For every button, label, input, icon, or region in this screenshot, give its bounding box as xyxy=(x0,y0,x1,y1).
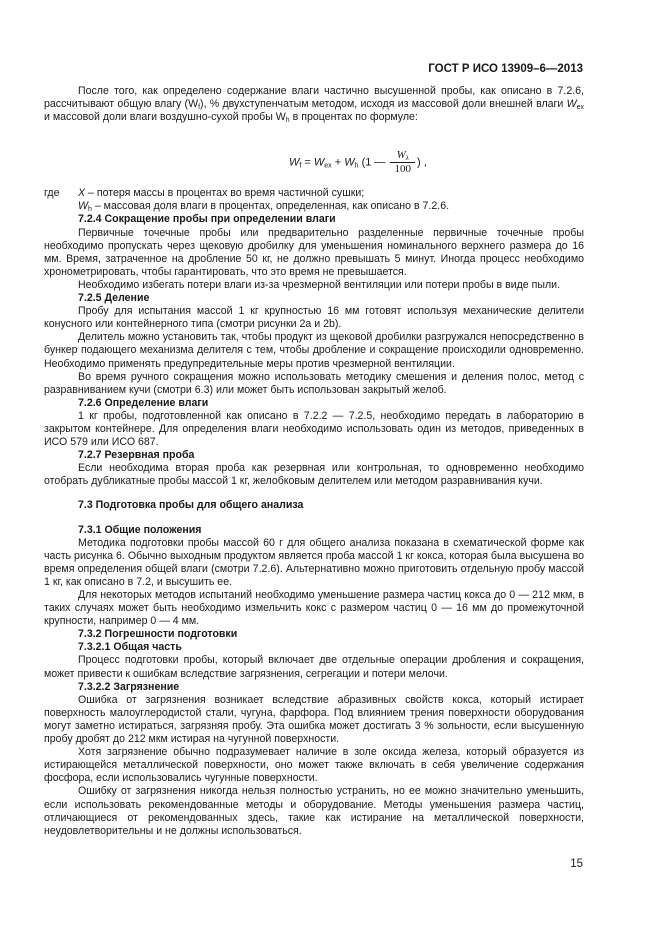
moisture-formula: $W_f = W_{ex} + W_h$ (1 — $\frac{W_\lambda}{100}$ ) , xyxy=(289,149,427,176)
paragraph: Методика подготовки пробы массой 60 г для общего анализа показана в схематической форме как часть рисунка 6. Обычно выходным продуктом является проба массой 1 кг кокса, которая была высушена во время определения общей влаги (смотри 7.2.6). Альтернативно можно приготовить отдельную пробу массой 1 кг, как описано в 7.2, и высушить ее. xyxy=(44,536,584,588)
section-heading: 7.2.7 Резервная проба xyxy=(78,449,195,462)
section-heading: 7.2.4 Сокращение пробы при определении влаги xyxy=(78,213,336,226)
intro-paragraph: После того, как определено содержание влаги частично высушенной пробы, как описано в 7.2.6, рассчитывают общую влагу $(W_f)$, % двухступенчатым методом, исходя из массовой доли внешней влаги $W_{ex}$ и массовой доли влаги воздушно-сухой пробы $W_h$ в процентах по формуле: xyxy=(44,85,584,125)
paragraph: Во время ручного сокращения можно использовать методику смешения и деления полос, метод с разравниванием кучи (смотри 6.3) или может быть использован закрытый желоб. xyxy=(44,370,584,396)
paragraph: Для некоторых методов испытаний необходимо уменьшение размера частиц кокса до 0 — 212 мкм, в таких случаях может быть необходимо измельчить кокс с размером частиц 0 — 16 мм до промежуточной крупности, например 0 — 4 мм. xyxy=(44,589,584,628)
document-body xyxy=(44,85,584,838)
paragraph: Процесс подготовки пробы, который включает две отдельные операции дробления и сокращения, может привести к ошибкам вследствие загрязнения, сегрегации и потери мелочи. xyxy=(44,654,584,680)
paragraph: Ошибку от загрязнения никогда нельзя полностью устранить, но ее можно значительно уменьшить, если использовать рекомендованные методы и оборудование. Методы уменьшения размера частиц, отличающиеся от рекомендованных здесь, такие как истирание на металлической поверхности, неудовлетворительны и не должны использоваться. xyxy=(44,785,584,837)
page-number: 15 xyxy=(570,858,583,870)
formula-fraction: $\frac{W_\lambda}{100}$ xyxy=(390,149,415,176)
paragraph: Пробу для испытания массой 1 кг крупностью 16 мм готовят используя механические делители конусного или контейнерного типа (смотри рисунки 2a и 2b). xyxy=(44,305,584,331)
section-heading: 7.2.6 Определение влаги xyxy=(78,396,209,409)
section-heading: 7.3 Подготовка пробы для общего анализа xyxy=(78,499,304,512)
section-heading: 7.3.2.1 Общая часть xyxy=(78,641,182,654)
paragraph: Хотя загрязнение обычно подразумевает наличие в золе оксида железа, который образуется из истирающейся металлической поверхности, оно может также включать в себя увеличение содержания фосфора, если использовались чугунные поверхности. xyxy=(44,746,584,785)
section-heading: 7.2.5 Деление xyxy=(78,292,150,305)
paragraph: Делитель можно установить так, чтобы продукт из щековой дробилки разгружался непосредственно в бункер подающего механизма делителя с тем, чтобы дробление и сокращение происходили одновременно. Необходимо применять предупредительные меры против чрезмерной вентиляции. xyxy=(44,331,584,370)
formula-legend: где X – потеря массы в процентах во время частичной сушки; $W_h$ – массовая доля влаги в процентах, определенная, как описано в 7.2.6. xyxy=(44,187,450,214)
section-heading: 7.3.2.2 Загрязнение xyxy=(78,680,180,693)
paragraph: Необходимо избегать потери влаги из-за чрезмерной вентиляции или потери пробы в виде пыли. xyxy=(78,278,561,291)
section-heading: 7.3.2 Погрешности подготовки xyxy=(78,628,238,641)
document-header: ГОСТ Р ИСО 13909–6—2013 xyxy=(428,63,583,75)
paragraph: Если необходима вторая проба как резервная или контрольная, то одновременно необходимо отобрать дубликатные пробы массой 1 кг, желобковым делителем или методом разравнивания кучи. xyxy=(44,462,584,488)
paragraph: 1 кг пробы, подготовленной как описано в 7.2.2 — 7.2.5, необходимо передать в лабораторию в закрытом контейнере. Для определения влаги необходимо использовать один из методов, приведенных в ИСО 579 или ИСО 687. xyxy=(44,409,584,449)
paragraph: Первичные точечные пробы или предварительно разделенные первичные точечные пробы необходимо пропускать через щековую дробилку для уменьшения номинального верхнего размера до 16 мм. Время, затраченное на дробление 50 кг, не должно превышать 5 минут. Иногда процесс необходимо хронометрировать, чтобы гарантировать, что это время не превышается. xyxy=(44,226,584,278)
paragraph: Ошибка от загрязнения возникает вследствие абразивных свойств кокса, который истирает поверхность малоуглеродистой стали, чугуна, фарфора. Под влиянием трения поверхности оборудования могут заметно истираться, загрязняя пробу. Эта ошибка может достигать 3 % зольности, если высушенную пробу дробят до 212 мкм истирая на чугунной поверхности. xyxy=(44,693,584,746)
section-heading: 7.3.1 Общие положения xyxy=(78,523,202,536)
